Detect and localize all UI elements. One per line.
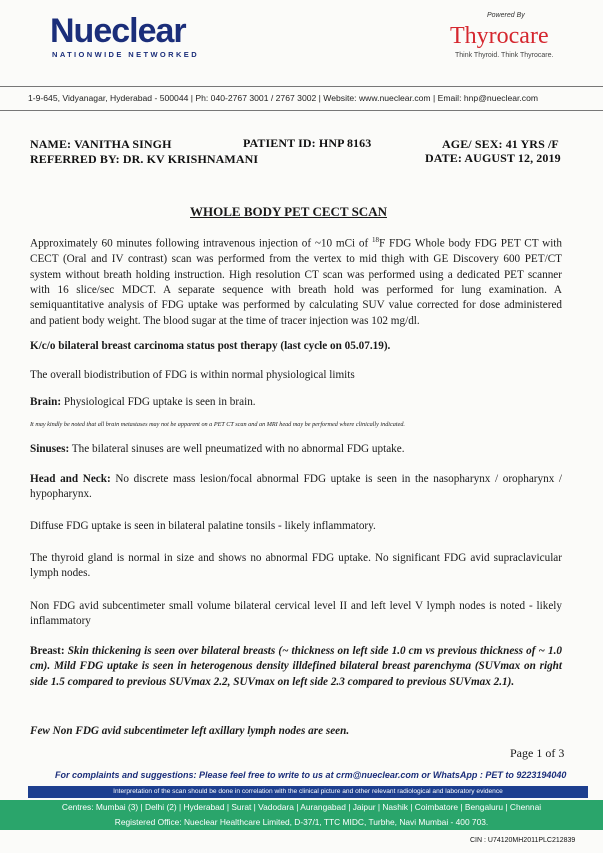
header-rule-bottom — [0, 110, 603, 111]
logo-tagline: NATIONWIDE NETWORKED — [52, 50, 200, 59]
cin-number: CIN : U74120MH2011PLC212839 — [470, 837, 576, 844]
intro-paragraph: Approximately 60 minutes following intravenous injection of ~10 mCi of $^{18}$F FDG Whole body FDG PET CT with CECT (Oral and IV contrast) scan was performed from the vertex to mid thigh with GE Discovery 600 PET/CT system without breath holding instruction. High resolution CT scan was performed using a dedicated PET scanner with 16 slice/sec MDCT. A separate sequence with breath hold was performed for lung examination. A semiquantitative analysis of FDG uptake was performed by calculating SUV value corrected for dose administered and patient body weight. The blood sugar at the time of tracer injection was 102 mg/dl. — [30, 236, 562, 327]
header-rule-top — [0, 86, 603, 87]
cervical-nodes-finding: Non FDG avid subcentimeter small volume bilateral cervical level II and left level V lymph nodes is noted - likely inflammatory — [30, 600, 562, 628]
powered-by: Powered By — [487, 12, 525, 19]
address-line: 1-9-645, Vidyanagar, Hyderabad - 500044 | Ph: 040-2767 3001 / 2767 3002 | Website: www.nueclear.com | Email: hnp@nueclear.com — [28, 93, 539, 103]
breast-finding: Breast: Skin thickening is seen over bilateral breasts (~ thickness on left side 1.0 cm vs previous thickness of ~ 1.0 cm). Mild FDG uptake is seen in heterogenous density illdefined bilateral breast parenchyma (SUVmax on right side 1.5 compared to previous SUVmax 2.2, SUVmax on left side 2.3 compared to previous SUVmax 2.1). — [30, 645, 562, 688]
complaints-line: For complaints and suggestions: Please feel free to write to us at crm@nueclear.com or WhatsApp : PET to 9223194040 — [55, 770, 567, 780]
centres-list: Centres: Mumbai (3) | Delhi (2) | Hyderabad | Surat | Vadodara | Aurangabad | Jaipur | Nashik | Coimbatore | Bengaluru | Chennai — [61, 802, 542, 812]
page-number: Page 1 of 3 — [510, 746, 565, 760]
centres-band — [0, 800, 603, 830]
thyrocare-logo: Thyrocare — [450, 23, 549, 49]
report-date: DATE: AUGUST 12, 2019 — [425, 151, 561, 165]
tonsils-finding: Diffuse FDG uptake is seen in bilateral palatine tonsils - likely inflammatory. — [30, 520, 376, 532]
head-neck-finding: Head and Neck: No discrete mass lesion/focal abnormal FDG uptake is seen in the nasopharynx / oropharynx / hypopharynx. — [30, 473, 563, 501]
nueclear-logo: Nueclear — [50, 12, 186, 50]
brain-finding: Brain: Physiological FDG uptake is seen in brain. — [30, 396, 256, 408]
referred-by: REFERRED BY: DR. KV KRISHNAMANI — [30, 152, 259, 166]
registered-office: Registered Office: Nueclear Healthcare Limited, D-37/1, TTC MIDC, Turbhe, Navi Mumbai - 400 703. — [114, 817, 489, 827]
thyroid-finding: The thyroid gland is normal in size and shows no abnormal FDG uptake. No significant FDG avid supraclavicular lymph nodes. — [30, 552, 562, 580]
patient-age-sex: AGE/ SEX: 41 YRS /F — [442, 137, 559, 151]
report-title: WHOLE BODY PET CECT SCAN — [190, 204, 387, 219]
patient-id: PATIENT ID: HNP 8163 — [243, 136, 372, 150]
clinical-history: K/c/o bilateral breast carcinoma status post therapy (last cycle on 05.07.19). — [30, 340, 391, 352]
thyrocare-tagline: Think Thyroid. Think Thyrocare. — [455, 52, 554, 59]
interpretation-band: Interpretation of the scan should be done in correlation with the clinical picture and other relevant radiological and laboratory evidence — [28, 786, 588, 798]
patient-name: NAME: VANITHA SINGH — [30, 137, 172, 151]
biodistribution: The overall biodistribution of FDG is within normal physiological limits — [30, 369, 355, 381]
sinuses-finding: Sinuses: The bilateral sinuses are well pneumatized with no abnormal FDG uptake. — [30, 443, 405, 455]
axillary-finding: Few Non FDG avid subcentimeter left axillary lymph nodes are seen. — [30, 725, 350, 737]
brain-note: It may kindly be noted that all brain metastases may not be apparent on a PET CT scan and an MRI head may be performed where clinically indicated. — [30, 421, 405, 428]
